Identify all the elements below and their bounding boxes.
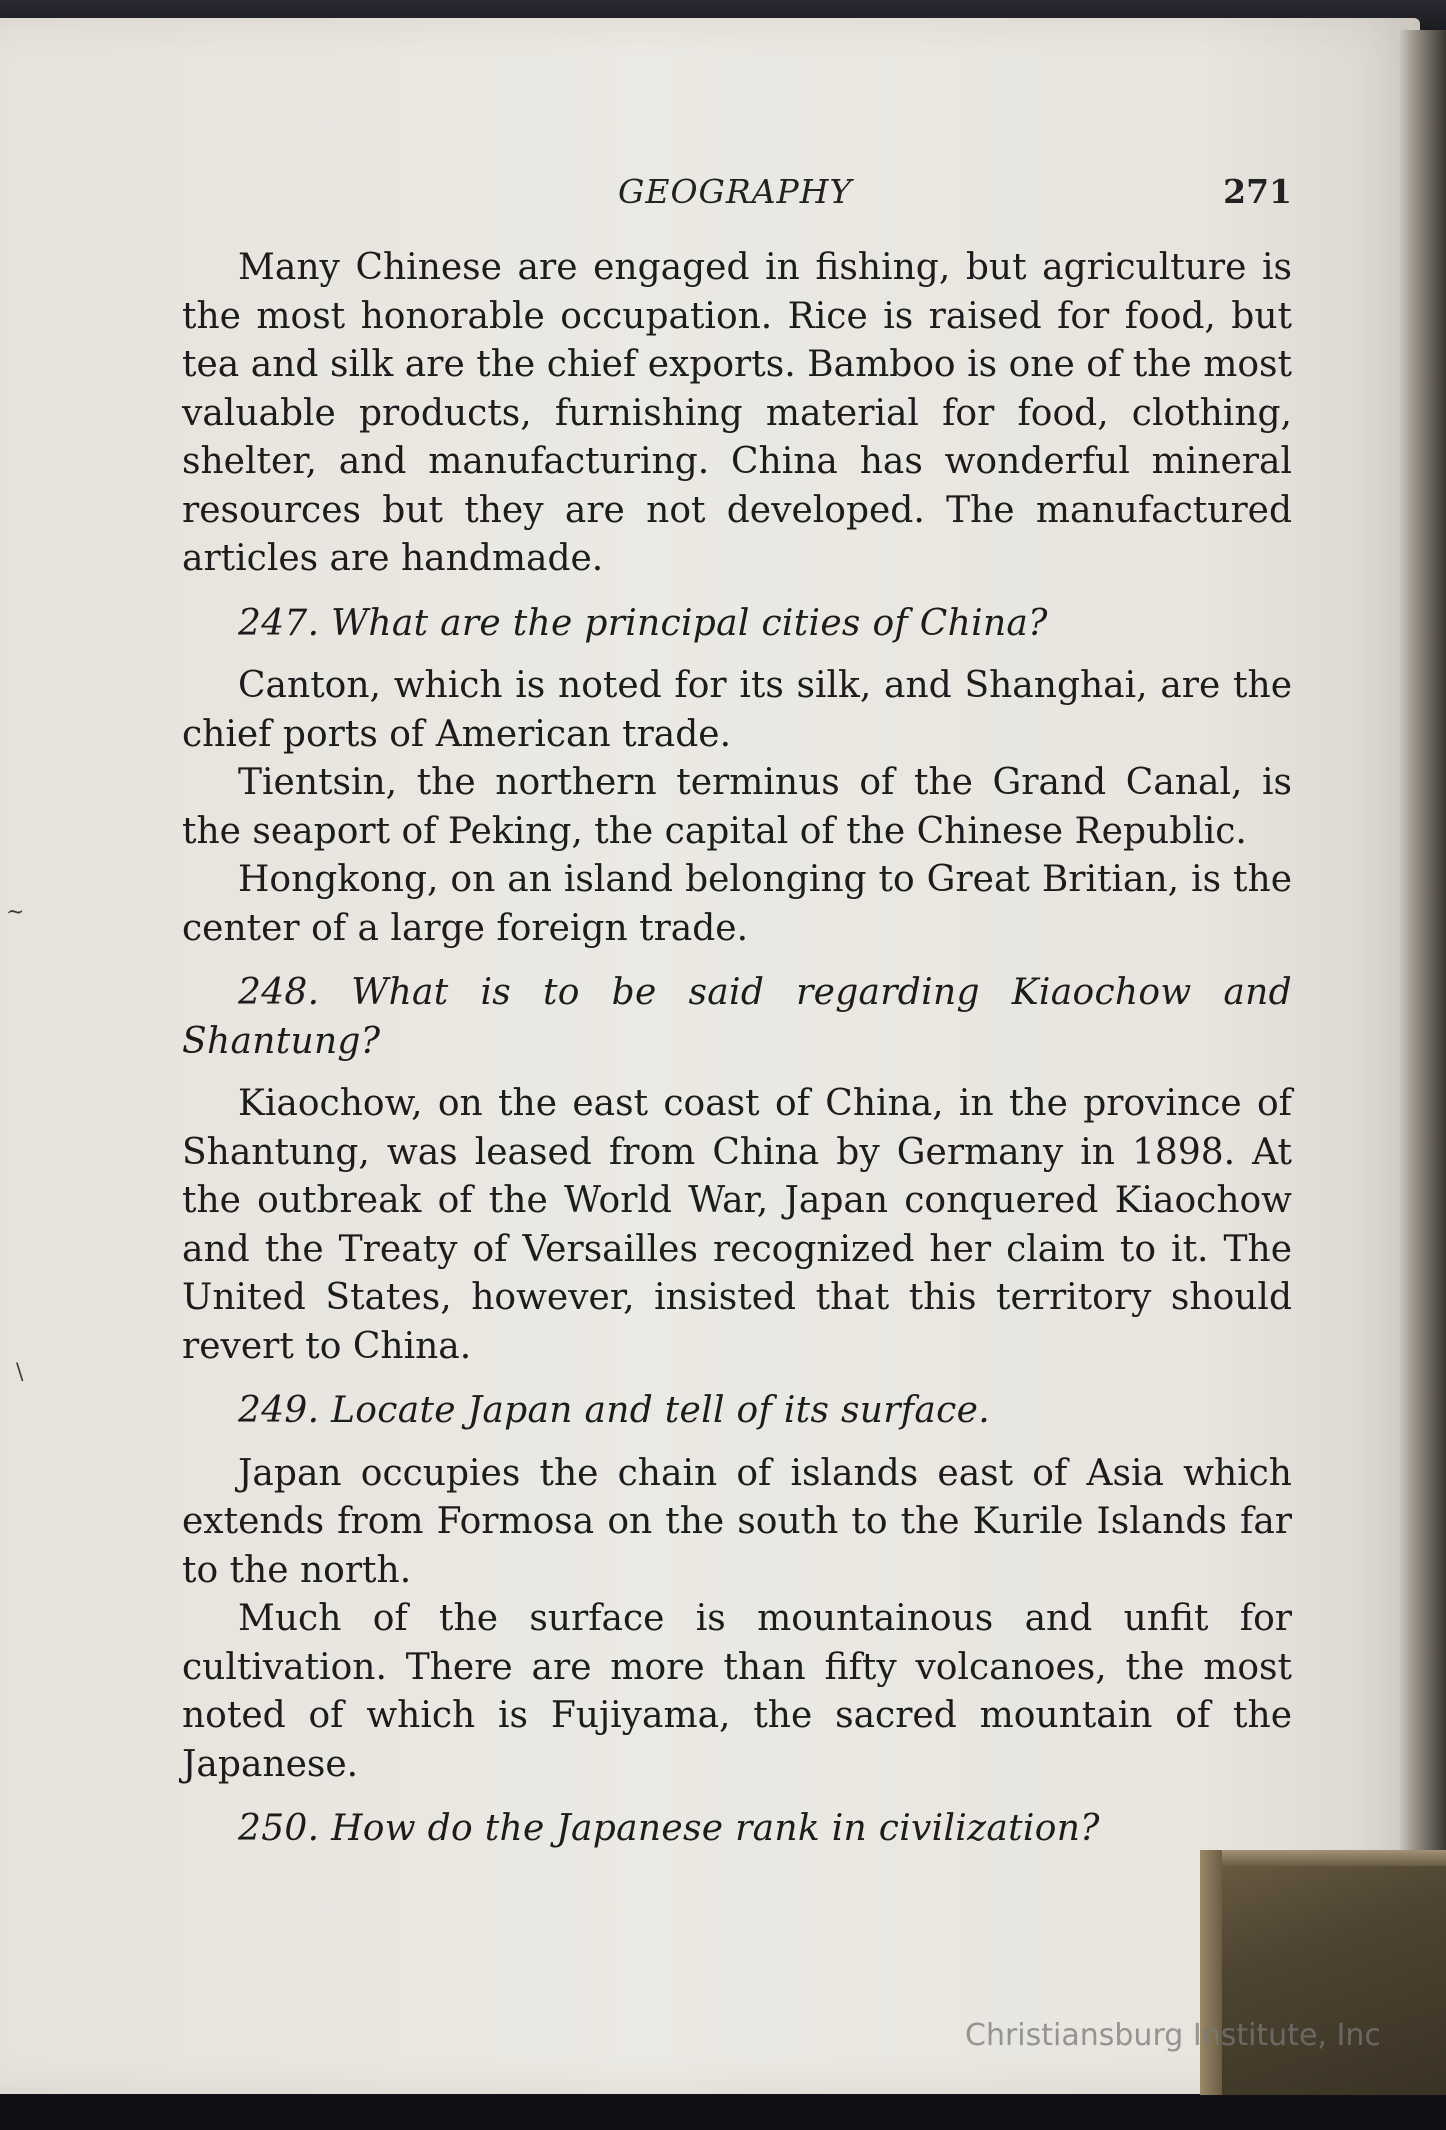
adjacent-book-top: [1200, 1850, 1446, 1866]
paragraph: Japan occupies the chain of islands east of Asia which extends from Formosa on the south to the Kurile Islands far to the north.: [182, 1452, 1292, 1591]
margin-mark: \: [16, 1360, 24, 1385]
paragraph: Hongkong, on an island belonging to Great Britian, is the center of a large foreign trade.: [182, 859, 1292, 949]
question-heading: 247. What are the principal cities of China?: [238, 602, 1048, 644]
running-title: GEOGRAPHY: [618, 172, 853, 211]
watermark: Christiansburg Institute, Inc: [965, 2018, 1381, 2053]
question-heading: 249. Locate Japan and tell of its surface.: [238, 1390, 990, 1431]
question-heading: 248. What is to be said regarding Kiaochow and Shantung?: [182, 972, 1292, 1062]
page-number: 271: [1223, 172, 1292, 211]
paragraph: Many Chinese are engaged in fishing, but agriculture is the most honorable occupation. Rice is raised for food, but tea and silk are the chief exports. Bamboo is one of the most valuable products, furnishing material for food, clothing, shelter, and manufacturing. China has wonderful mineral resources but they are not developed. The manufactured articles are handmade.: [182, 247, 1292, 579]
paragraph: Much of the surface is mountainous and unfit for cultivation. There are more than fifty volcanoes, the most noted of which is Fujiyama, the sacred mountain of the Japanese.: [182, 1598, 1292, 1785]
adjacent-book: [1200, 1850, 1446, 2095]
paragraph: Tientsin, the northern terminus of the Grand Canal, is the seaport of Peking, the capital of the Chinese Republic.: [182, 762, 1292, 852]
adjacent-book-edge: [1200, 1850, 1222, 2095]
page-edge-shadow: [1400, 30, 1446, 2100]
page-header: [180, 168, 1292, 218]
margin-mark: ~: [6, 900, 25, 925]
question-heading: 250. How do the Japanese rank in civilization?: [238, 1808, 1100, 1849]
page-content: [182, 244, 1292, 1868]
paragraph: Kiaochow, on the east coast of China, in the province of Shantung, was leased from China by Germany in 1898. At the outbreak of the World War, Japan conquered Kiaochow and the Treaty of Versailles recognized her claim to it. The United States, however, insisted that this territory should revert to China.: [182, 1083, 1292, 1367]
bottom-background: [0, 2094, 1446, 2130]
paragraph: Canton, which is noted for its silk, and Shanghai, are the chief ports of American trade.: [182, 665, 1292, 755]
